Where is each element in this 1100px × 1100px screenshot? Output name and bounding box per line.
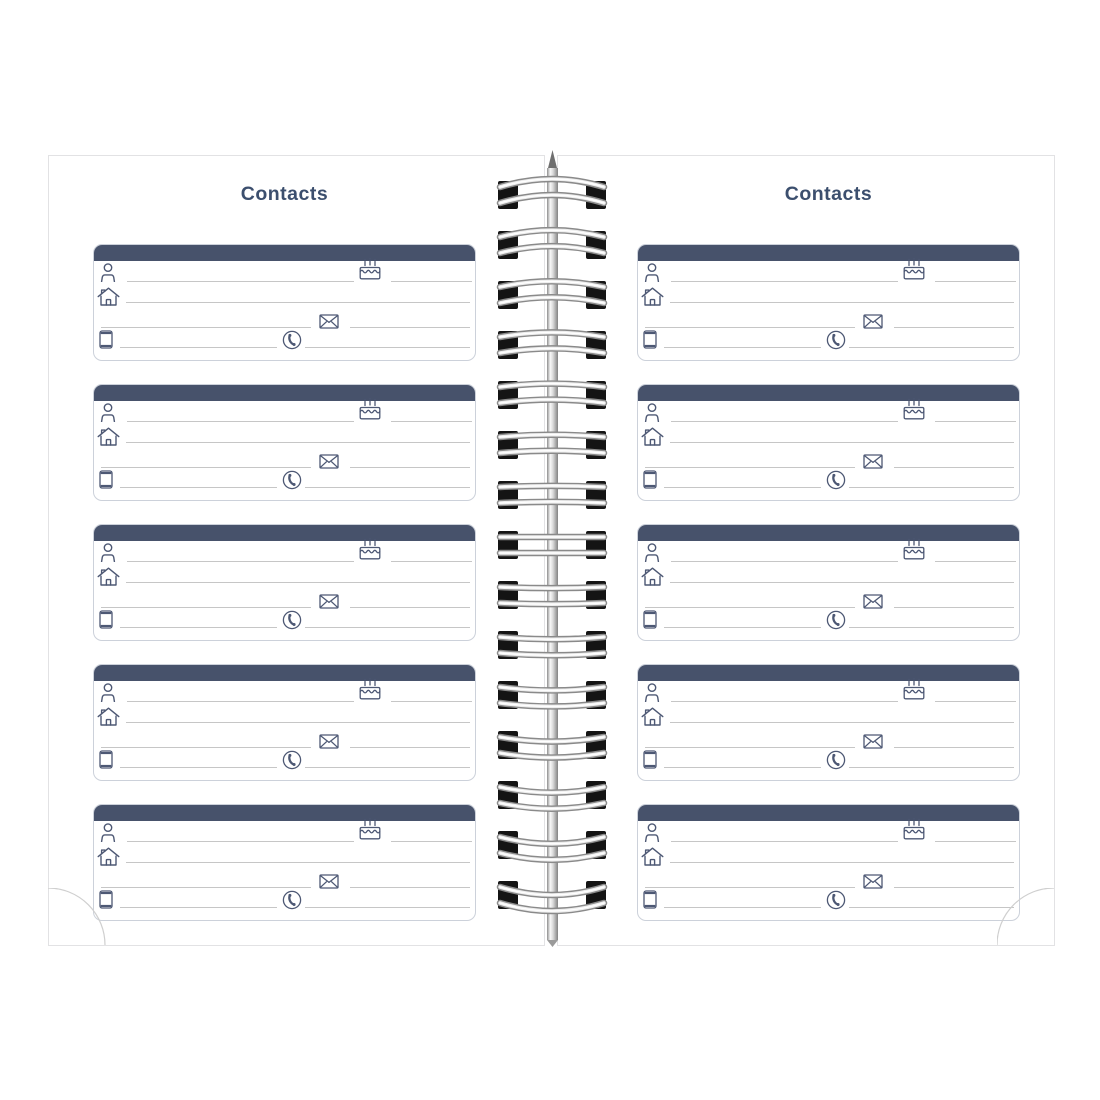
envelope-icon xyxy=(863,734,883,749)
email-write-line xyxy=(894,887,1014,888)
name-write-line xyxy=(127,841,354,842)
person-icon xyxy=(643,263,661,282)
birthday-cake-icon xyxy=(357,257,383,282)
page-title: Contacts xyxy=(784,183,873,205)
phone-write-line xyxy=(849,627,1014,628)
person-icon xyxy=(643,543,661,562)
contact-card-header-bar xyxy=(638,525,1019,541)
contact-card xyxy=(637,524,1020,641)
address-write-line-2 xyxy=(101,607,311,608)
contact-card xyxy=(637,664,1020,781)
house-icon xyxy=(97,427,120,446)
mobile-phone-icon xyxy=(643,890,657,909)
email-write-line xyxy=(894,327,1014,328)
address-write-line xyxy=(126,302,470,303)
contact-card-header-bar xyxy=(94,525,475,541)
birthday-cake-icon xyxy=(901,257,927,282)
spiral-binding xyxy=(490,148,614,948)
mobile-write-line xyxy=(664,767,821,768)
contact-card xyxy=(637,244,1020,361)
address-write-line-2 xyxy=(645,747,855,748)
mobile-write-line xyxy=(120,907,277,908)
mobile-write-line xyxy=(120,487,277,488)
contact-card xyxy=(93,524,476,641)
contact-card xyxy=(93,664,476,781)
email-write-line xyxy=(350,607,470,608)
house-icon xyxy=(97,707,120,726)
birthday-write-line xyxy=(935,421,1016,422)
person-icon xyxy=(99,263,117,282)
mobile-phone-icon xyxy=(99,470,113,489)
name-write-line xyxy=(671,421,898,422)
telephone-icon xyxy=(826,890,846,910)
contact-card xyxy=(93,244,476,361)
name-write-line xyxy=(671,281,898,282)
address-write-line-2 xyxy=(645,467,855,468)
envelope-icon xyxy=(319,314,339,329)
page-corner-curl-right xyxy=(997,888,1055,946)
mobile-phone-icon xyxy=(643,470,657,489)
address-write-line xyxy=(126,442,470,443)
contact-card-header-bar xyxy=(638,245,1019,261)
birthday-cake-icon xyxy=(901,397,927,422)
mobile-write-line xyxy=(120,347,277,348)
house-icon xyxy=(641,707,664,726)
address-write-line-2 xyxy=(645,327,855,328)
envelope-icon xyxy=(319,734,339,749)
envelope-icon xyxy=(863,314,883,329)
house-icon xyxy=(641,427,664,446)
mobile-phone-icon xyxy=(99,610,113,629)
person-icon xyxy=(643,403,661,422)
phone-write-line xyxy=(305,627,470,628)
mobile-phone-icon xyxy=(643,750,657,769)
birthday-cake-icon xyxy=(357,677,383,702)
email-write-line xyxy=(894,747,1014,748)
birthday-cake-icon xyxy=(901,677,927,702)
person-icon xyxy=(99,823,117,842)
telephone-icon xyxy=(826,750,846,770)
address-write-line xyxy=(670,862,1014,863)
address-write-line xyxy=(126,862,470,863)
phone-write-line xyxy=(305,767,470,768)
phone-write-line xyxy=(849,767,1014,768)
envelope-icon xyxy=(319,594,339,609)
birthday-write-line xyxy=(935,281,1016,282)
contact-card xyxy=(93,384,476,501)
address-write-line-2 xyxy=(101,747,311,748)
person-icon xyxy=(99,403,117,422)
house-icon xyxy=(641,567,664,586)
birthday-write-line xyxy=(391,841,472,842)
person-icon xyxy=(643,683,661,702)
telephone-icon xyxy=(282,750,302,770)
birthday-write-line xyxy=(935,561,1016,562)
phone-write-line xyxy=(305,347,470,348)
contact-card xyxy=(637,384,1020,501)
address-write-line-2 xyxy=(645,887,855,888)
phone-write-line xyxy=(849,907,1014,908)
phone-write-line xyxy=(849,487,1014,488)
name-write-line xyxy=(671,701,898,702)
email-write-line xyxy=(350,467,470,468)
house-icon xyxy=(97,567,120,586)
envelope-icon xyxy=(863,874,883,889)
page-corner-curl-left xyxy=(48,888,106,946)
address-write-line xyxy=(126,722,470,723)
house-icon xyxy=(97,847,120,866)
phone-write-line xyxy=(849,347,1014,348)
mobile-phone-icon xyxy=(643,610,657,629)
mobile-phone-icon xyxy=(99,750,113,769)
telephone-icon xyxy=(826,610,846,630)
contact-card-header-bar xyxy=(94,805,475,821)
address-write-line xyxy=(126,582,470,583)
birthday-cake-icon xyxy=(357,537,383,562)
email-write-line xyxy=(350,887,470,888)
email-write-line xyxy=(894,607,1014,608)
house-icon xyxy=(97,287,120,306)
birthday-write-line xyxy=(391,701,472,702)
email-write-line xyxy=(350,327,470,328)
name-write-line xyxy=(671,561,898,562)
address-write-line-2 xyxy=(101,327,311,328)
envelope-icon xyxy=(863,594,883,609)
birthday-cake-icon xyxy=(901,537,927,562)
birthday-cake-icon xyxy=(357,397,383,422)
person-icon xyxy=(99,683,117,702)
contact-card xyxy=(637,804,1020,921)
birthday-write-line xyxy=(935,701,1016,702)
phone-write-line xyxy=(305,907,470,908)
email-write-line xyxy=(894,467,1014,468)
envelope-icon xyxy=(863,454,883,469)
address-write-line-2 xyxy=(101,467,311,468)
page-title: Contacts xyxy=(240,183,329,205)
name-write-line xyxy=(127,421,354,422)
contact-card-header-bar xyxy=(638,665,1019,681)
envelope-icon xyxy=(319,874,339,889)
telephone-icon xyxy=(282,470,302,490)
address-write-line xyxy=(670,302,1014,303)
address-write-line-2 xyxy=(645,607,855,608)
name-write-line xyxy=(127,561,354,562)
contact-card-header-bar xyxy=(94,245,475,261)
binding-rod xyxy=(547,150,558,947)
address-write-line xyxy=(670,442,1014,443)
name-write-line xyxy=(127,281,354,282)
person-icon xyxy=(643,823,661,842)
house-icon xyxy=(641,287,664,306)
mobile-write-line xyxy=(120,627,277,628)
notebook-page-right xyxy=(557,155,1055,946)
envelope-icon xyxy=(319,454,339,469)
mobile-write-line xyxy=(664,487,821,488)
telephone-icon xyxy=(826,330,846,350)
address-write-line xyxy=(670,722,1014,723)
phone-write-line xyxy=(305,487,470,488)
mobile-write-line xyxy=(120,767,277,768)
telephone-icon xyxy=(282,330,302,350)
birthday-write-line xyxy=(391,561,472,562)
telephone-icon xyxy=(282,890,302,910)
birthday-write-line xyxy=(935,841,1016,842)
mobile-write-line xyxy=(664,627,821,628)
email-write-line xyxy=(350,747,470,748)
telephone-icon xyxy=(826,470,846,490)
mobile-write-line xyxy=(664,907,821,908)
address-write-line-2 xyxy=(101,887,311,888)
name-write-line xyxy=(671,841,898,842)
birthday-write-line xyxy=(391,281,472,282)
name-write-line xyxy=(127,701,354,702)
notebook-page-left xyxy=(48,155,545,946)
contact-card-header-bar xyxy=(94,385,475,401)
contact-card-header-bar xyxy=(638,805,1019,821)
address-write-line xyxy=(670,582,1014,583)
mobile-phone-icon xyxy=(99,330,113,349)
birthday-cake-icon xyxy=(357,817,383,842)
mobile-write-line xyxy=(664,347,821,348)
contact-card xyxy=(93,804,476,921)
house-icon xyxy=(641,847,664,866)
contact-card-header-bar xyxy=(94,665,475,681)
telephone-icon xyxy=(282,610,302,630)
person-icon xyxy=(99,543,117,562)
mobile-phone-icon xyxy=(643,330,657,349)
birthday-cake-icon xyxy=(901,817,927,842)
birthday-write-line xyxy=(391,421,472,422)
contact-card-header-bar xyxy=(638,385,1019,401)
